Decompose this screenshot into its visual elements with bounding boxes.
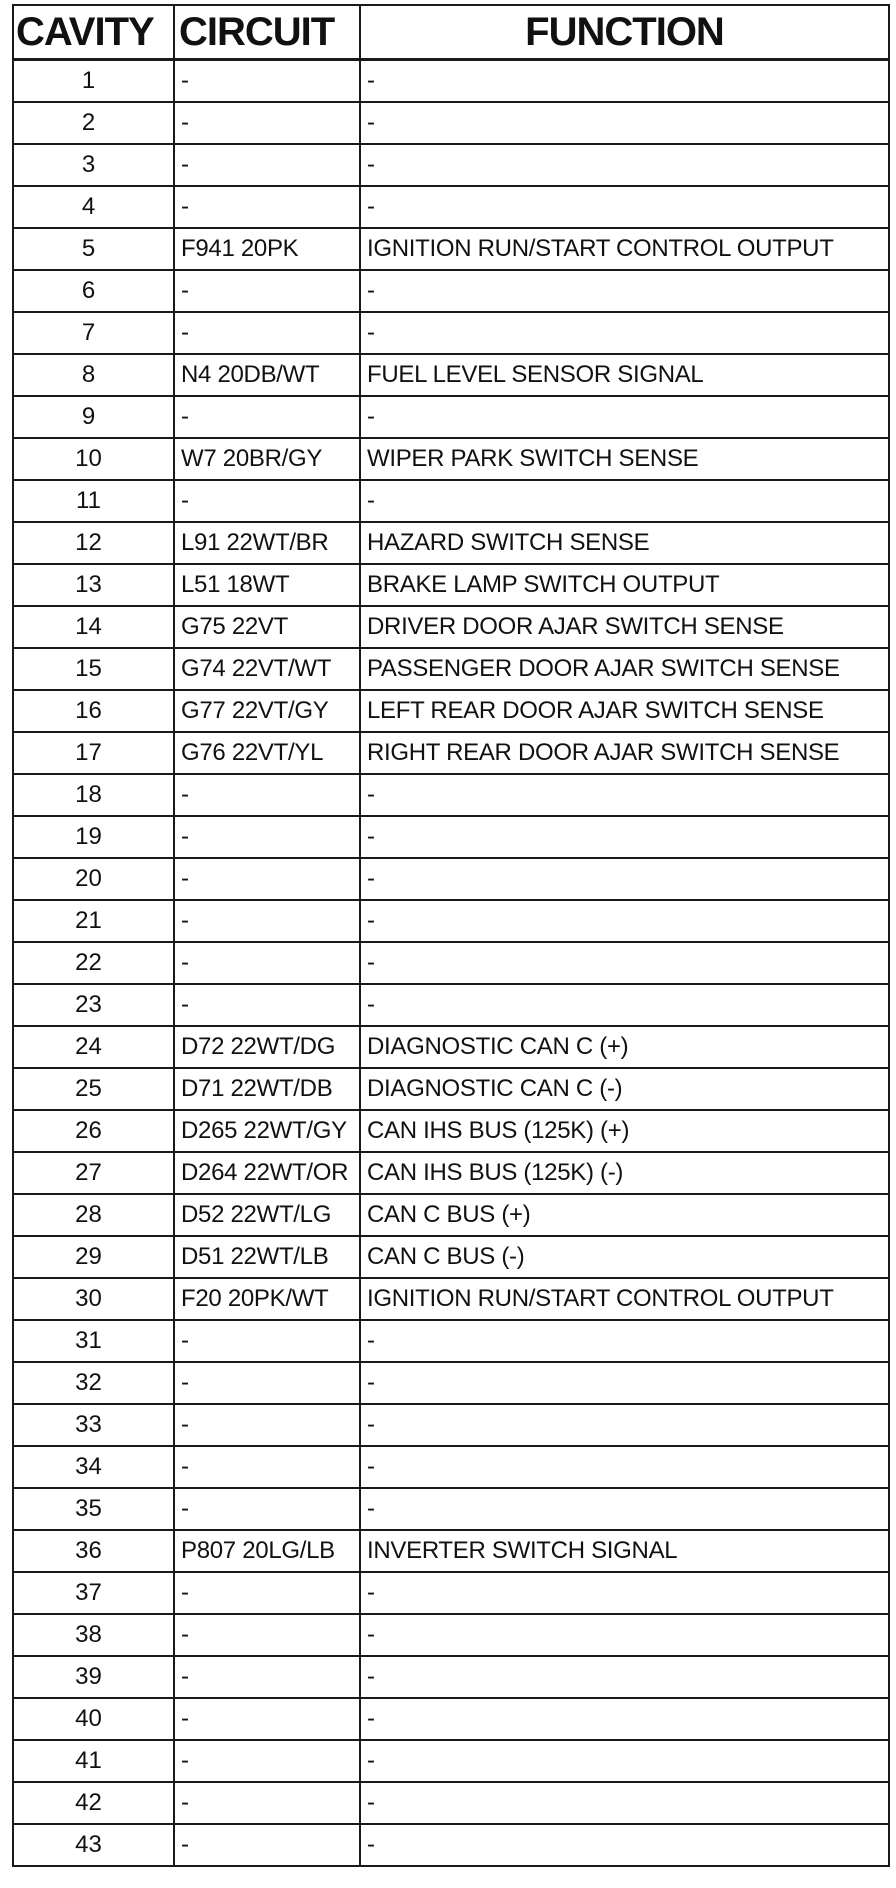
circuit-cell: - [174, 1740, 360, 1782]
circuit-cell: - [174, 60, 360, 103]
circuit-cell: - [174, 102, 360, 144]
function-cell: IGNITION RUN/START CONTROL OUTPUT [360, 228, 889, 270]
circuit-cell: D264 22WT/OR [174, 1152, 360, 1194]
cavity-cell: 12 [13, 522, 174, 564]
table-row [13, 1656, 889, 1698]
circuit-cell: - [174, 1614, 360, 1656]
function-cell: - [360, 984, 889, 1026]
function-cell: RIGHT REAR DOOR AJAR SWITCH SENSE [360, 732, 889, 774]
cavity-cell: 8 [13, 354, 174, 396]
function-cell: - [360, 1698, 889, 1740]
table-row [13, 1698, 889, 1740]
circuit-cell: D72 22WT/DG [174, 1026, 360, 1068]
circuit-cell: - [174, 396, 360, 438]
function-cell: - [360, 1740, 889, 1782]
function-cell: - [360, 480, 889, 522]
cavity-cell: 15 [13, 648, 174, 690]
table-row [13, 144, 889, 186]
cavity-cell: 20 [13, 858, 174, 900]
cavity-cell: 42 [13, 1782, 174, 1824]
circuit-cell: - [174, 1488, 360, 1530]
cavity-cell: 5 [13, 228, 174, 270]
circuit-cell: - [174, 942, 360, 984]
circuit-cell: - [174, 144, 360, 186]
cavity-cell: 33 [13, 1404, 174, 1446]
circuit-cell: D51 22WT/LB [174, 1236, 360, 1278]
circuit-cell: F20 20PK/WT [174, 1278, 360, 1320]
cavity-cell: 41 [13, 1740, 174, 1782]
cavity-cell: 25 [13, 1068, 174, 1110]
cavity-cell: 4 [13, 186, 174, 228]
table-row [13, 1278, 889, 1320]
circuit-cell: - [174, 1572, 360, 1614]
circuit-cell: D52 22WT/LG [174, 1194, 360, 1236]
function-cell: FUEL LEVEL SENSOR SIGNAL [360, 354, 889, 396]
table-row [13, 942, 889, 984]
cavity-cell: 9 [13, 396, 174, 438]
function-cell: HAZARD SWITCH SENSE [360, 522, 889, 564]
circuit-cell: G75 22VT [174, 606, 360, 648]
table-row [13, 900, 889, 942]
cavity-cell: 36 [13, 1530, 174, 1572]
function-cell: PASSENGER DOOR AJAR SWITCH SENSE [360, 648, 889, 690]
table-body [13, 60, 889, 1867]
function-cell: - [360, 102, 889, 144]
table-row [13, 1152, 889, 1194]
table-row [13, 60, 889, 103]
function-cell: - [360, 1614, 889, 1656]
cavity-cell: 29 [13, 1236, 174, 1278]
function-cell: - [360, 144, 889, 186]
table-row [13, 732, 889, 774]
function-cell: DRIVER DOOR AJAR SWITCH SENSE [360, 606, 889, 648]
function-cell: - [360, 1446, 889, 1488]
circuit-cell: N4 20DB/WT [174, 354, 360, 396]
table-row [13, 1446, 889, 1488]
circuit-cell: P807 20LG/LB [174, 1530, 360, 1572]
table-row [13, 1740, 889, 1782]
cavity-cell: 6 [13, 270, 174, 312]
cavity-cell: 13 [13, 564, 174, 606]
table-row [13, 774, 889, 816]
function-cell: - [360, 396, 889, 438]
cavity-cell: 16 [13, 690, 174, 732]
header-row [13, 5, 889, 60]
function-cell: - [360, 1404, 889, 1446]
cavity-cell: 27 [13, 1152, 174, 1194]
circuit-cell: G76 22VT/YL [174, 732, 360, 774]
cavity-cell: 24 [13, 1026, 174, 1068]
function-cell: - [360, 900, 889, 942]
table-header [13, 5, 889, 60]
function-cell: - [360, 942, 889, 984]
cavity-cell: 7 [13, 312, 174, 354]
table-row [13, 1824, 889, 1866]
table-row [13, 1362, 889, 1404]
table-row [13, 858, 889, 900]
table-row [13, 1782, 889, 1824]
circuit-cell: - [174, 186, 360, 228]
cavity-cell: 10 [13, 438, 174, 480]
circuit-cell: - [174, 900, 360, 942]
cavity-cell: 39 [13, 1656, 174, 1698]
header-function: FUNCTION [360, 5, 889, 60]
circuit-cell: F941 20PK [174, 228, 360, 270]
table-row [13, 270, 889, 312]
function-cell: - [360, 1656, 889, 1698]
function-cell: INVERTER SWITCH SIGNAL [360, 1530, 889, 1572]
connector-pinout-sheet [12, 4, 888, 1867]
table-row [13, 1068, 889, 1110]
circuit-cell: - [174, 984, 360, 1026]
cavity-cell: 38 [13, 1614, 174, 1656]
table-row [13, 186, 889, 228]
cavity-cell: 23 [13, 984, 174, 1026]
circuit-cell: - [174, 1656, 360, 1698]
function-cell: - [360, 1572, 889, 1614]
table-row [13, 480, 889, 522]
table-row [13, 1110, 889, 1152]
table-row [13, 1572, 889, 1614]
table-row [13, 354, 889, 396]
circuit-cell: - [174, 1320, 360, 1362]
function-cell: - [360, 1320, 889, 1362]
table-row [13, 564, 889, 606]
function-cell: - [360, 774, 889, 816]
function-cell: - [360, 60, 889, 103]
table-row [13, 1320, 889, 1362]
function-cell: - [360, 1782, 889, 1824]
function-cell: - [360, 1488, 889, 1530]
table-row [13, 396, 889, 438]
table-row [13, 690, 889, 732]
header-circuit: CIRCUIT [174, 5, 360, 60]
cavity-cell: 35 [13, 1488, 174, 1530]
circuit-cell: G74 22VT/WT [174, 648, 360, 690]
function-cell: DIAGNOSTIC CAN C (+) [360, 1026, 889, 1068]
cavity-cell: 22 [13, 942, 174, 984]
function-cell: - [360, 270, 889, 312]
cavity-cell: 17 [13, 732, 174, 774]
function-cell: - [360, 186, 889, 228]
circuit-cell: W7 20BR/GY [174, 438, 360, 480]
header-cavity: CAVITY [13, 5, 174, 60]
cavity-cell: 30 [13, 1278, 174, 1320]
cavity-cell: 43 [13, 1824, 174, 1866]
circuit-cell: - [174, 816, 360, 858]
cavity-cell: 14 [13, 606, 174, 648]
cavity-cell: 11 [13, 480, 174, 522]
cavity-cell: 3 [13, 144, 174, 186]
connector-pinout-table [12, 4, 890, 1867]
cavity-cell: 28 [13, 1194, 174, 1236]
cavity-cell: 1 [13, 60, 174, 103]
circuit-cell: - [174, 1824, 360, 1866]
table-row [13, 228, 889, 270]
function-cell: DIAGNOSTIC CAN C (-) [360, 1068, 889, 1110]
function-cell: WIPER PARK SWITCH SENSE [360, 438, 889, 480]
function-cell: IGNITION RUN/START CONTROL OUTPUT [360, 1278, 889, 1320]
table-row [13, 312, 889, 354]
circuit-cell: - [174, 480, 360, 522]
circuit-cell: - [174, 270, 360, 312]
cavity-cell: 40 [13, 1698, 174, 1740]
circuit-cell: - [174, 1698, 360, 1740]
table-row [13, 1194, 889, 1236]
cavity-cell: 19 [13, 816, 174, 858]
function-cell: - [360, 1824, 889, 1866]
cavity-cell: 2 [13, 102, 174, 144]
circuit-cell: - [174, 858, 360, 900]
table-row [13, 102, 889, 144]
function-cell: LEFT REAR DOOR AJAR SWITCH SENSE [360, 690, 889, 732]
cavity-cell: 34 [13, 1446, 174, 1488]
table-row [13, 1530, 889, 1572]
cavity-cell: 32 [13, 1362, 174, 1404]
cavity-cell: 37 [13, 1572, 174, 1614]
circuit-cell: D71 22WT/DB [174, 1068, 360, 1110]
table-row [13, 1488, 889, 1530]
circuit-cell: - [174, 1446, 360, 1488]
table-row [13, 606, 889, 648]
function-cell: - [360, 312, 889, 354]
cavity-cell: 26 [13, 1110, 174, 1152]
function-cell: CAN C BUS (+) [360, 1194, 889, 1236]
circuit-cell: L51 18WT [174, 564, 360, 606]
function-cell: - [360, 1362, 889, 1404]
circuit-cell: L91 22WT/BR [174, 522, 360, 564]
function-cell: - [360, 816, 889, 858]
circuit-cell: G77 22VT/GY [174, 690, 360, 732]
circuit-cell: - [174, 774, 360, 816]
function-cell: CAN IHS BUS (125K) (+) [360, 1110, 889, 1152]
circuit-cell: - [174, 312, 360, 354]
table-row [13, 648, 889, 690]
table-row [13, 816, 889, 858]
table-row [13, 522, 889, 564]
function-cell: BRAKE LAMP SWITCH OUTPUT [360, 564, 889, 606]
cavity-cell: 18 [13, 774, 174, 816]
cavity-cell: 21 [13, 900, 174, 942]
cavity-cell: 31 [13, 1320, 174, 1362]
function-cell: - [360, 858, 889, 900]
function-cell: CAN IHS BUS (125K) (-) [360, 1152, 889, 1194]
table-row [13, 1236, 889, 1278]
table-row [13, 1026, 889, 1068]
function-cell: CAN C BUS (-) [360, 1236, 889, 1278]
circuit-cell: - [174, 1404, 360, 1446]
table-row [13, 1614, 889, 1656]
table-row [13, 438, 889, 480]
table-row [13, 1404, 889, 1446]
circuit-cell: D265 22WT/GY [174, 1110, 360, 1152]
circuit-cell: - [174, 1782, 360, 1824]
table-row [13, 984, 889, 1026]
circuit-cell: - [174, 1362, 360, 1404]
